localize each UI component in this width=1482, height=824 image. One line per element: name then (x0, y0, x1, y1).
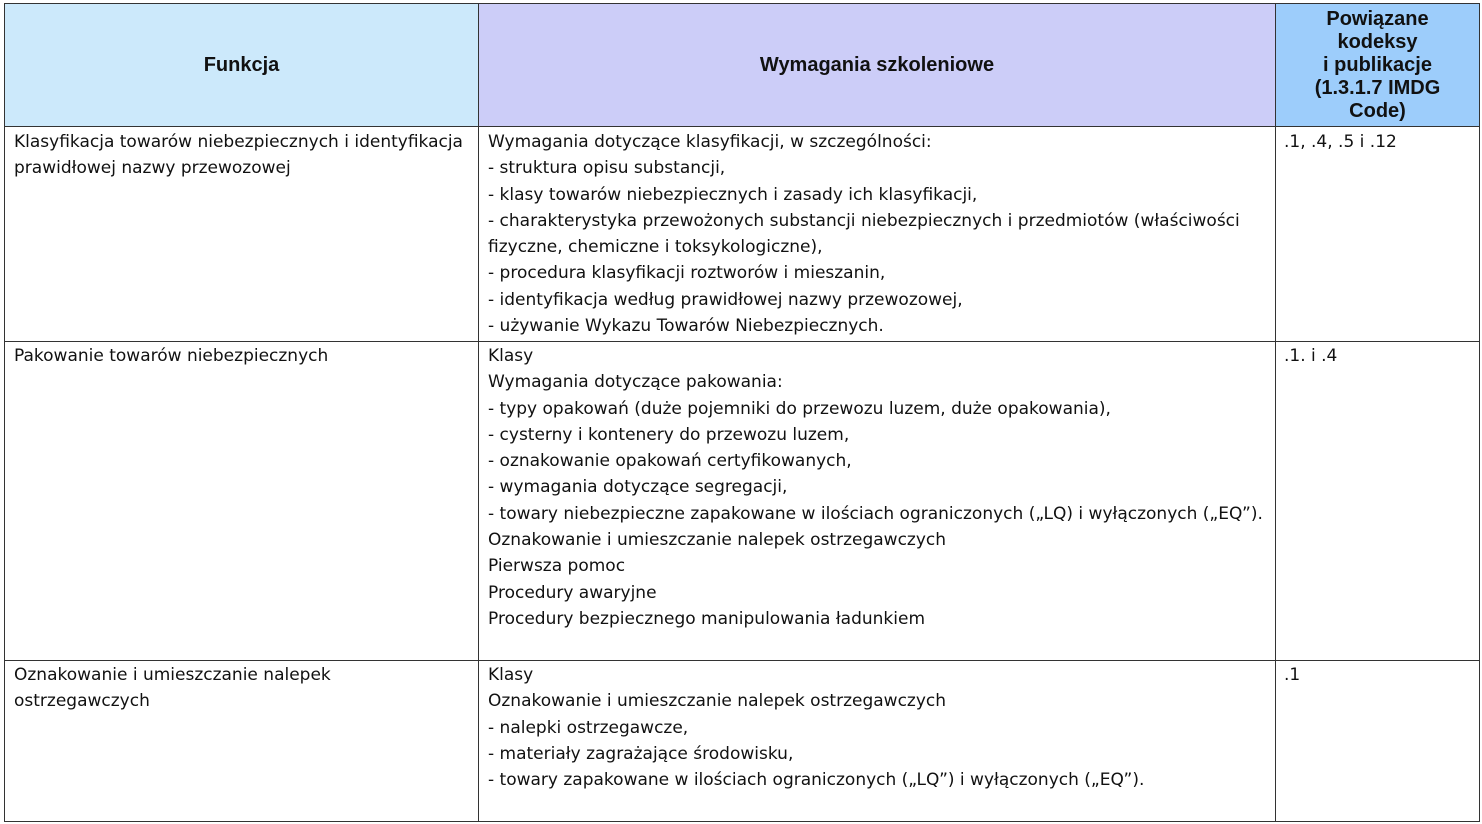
funkcja-cell: Pakowanie towarów niebezpiecznych (5, 342, 479, 661)
requirement-line: - materiały zagrażające środowisku, (488, 743, 794, 764)
header-wymagania: Wymagania szkoleniowe (479, 4, 1276, 127)
requirement-line: Klasy (488, 665, 534, 685)
requirement-line: - używanie Wykazu Towarów Niebezpiecznych. (488, 316, 884, 337)
header-kodeksy-line: Code) (1349, 99, 1406, 122)
table-row (5, 342, 1480, 661)
requirement-line: - klasy towarów niebezpiecznych i zasady ich klasyfikacji, (488, 184, 978, 205)
header-row (5, 4, 1480, 127)
codes-cell: .1. i .4 (1276, 342, 1480, 661)
requirement-line: - identyfikacja według prawidłowej nazwy przewozowej, (488, 289, 963, 310)
requirement-line: Procedury awaryjne (488, 582, 657, 603)
requirement-line: - oznakowanie opakowań certyfikowanych, (488, 451, 852, 472)
header-kodeksy (1276, 4, 1480, 127)
requirement-line: Wymagania dotyczące pakowania: (488, 372, 783, 393)
requirements-cell (479, 342, 1276, 661)
requirement-line: Oznakowanie i umieszczanie nalepek ostrzegawczych (488, 530, 947, 551)
requirement-line: Pierwsza pomoc (488, 556, 626, 577)
requirement-line: - towary niebezpieczne zapakowane w ilościach ograniczonych („LQ) i wyłączonych („EQ”). (488, 503, 1263, 524)
requirement-line: - charakterystyka przewożonych substancji niebezpiecznych i przedmiotów (właściwości fizyczne, chemiczne i toksykologiczne), (488, 210, 1240, 258)
requirement-line: Oznakowanie i umieszczanie nalepek ostrzegawczych (488, 691, 947, 712)
requirement-line: - nalepki ostrzegawcze, (488, 717, 689, 738)
requirement-line: Wymagania dotyczące klasyfikacji, w szczególności: (488, 132, 932, 152)
requirement-line: - struktura opisu substancji, (488, 158, 726, 179)
header-kodeksy-line: kodeksy (1337, 30, 1418, 53)
funkcja-cell: Klasyfikacja towarów niebezpiecznych i identyfikacja prawidłowej nazwy przewozowej (5, 127, 479, 342)
codes-cell: .1, .4, .5 i .12 (1276, 127, 1480, 342)
table-row (5, 127, 1480, 342)
header-kodeksy-line: i publikacje (1323, 53, 1432, 76)
funkcja-cell: Oznakowanie i umieszczanie nalepek ostrzegawczych (5, 661, 479, 822)
header-kodeksy-line: (1.3.1.7 IMDG (1314, 76, 1441, 99)
requirement-line: - typy opakowań (duże pojemniki do przewozu luzem, duże opakowania), (488, 398, 1111, 419)
requirement-line: Klasy (488, 346, 534, 366)
requirements-cell (479, 127, 1276, 342)
requirement-line: Procedury bezpiecznego manipulowania ładunkiem (488, 608, 926, 629)
requirement-line: - towary zapakowane w ilościach ograniczonych („LQ”) i wyłączonych („EQ”). (488, 770, 1145, 791)
header-funkcja: Funkcja (5, 4, 479, 127)
requirements-cell (479, 661, 1276, 822)
requirement-line: - cysterny i kontenery do przewozu luzem, (488, 424, 850, 445)
requirement-line: - wymagania dotyczące segregacji, (488, 477, 788, 498)
requirement-line: - procedura klasyfikacji roztworów i mieszanin, (488, 263, 886, 284)
codes-cell: .1 (1276, 661, 1480, 822)
table-row (5, 661, 1480, 822)
header-kodeksy-line: Powiązane (1326, 7, 1429, 30)
training-requirements-table (4, 3, 1480, 822)
